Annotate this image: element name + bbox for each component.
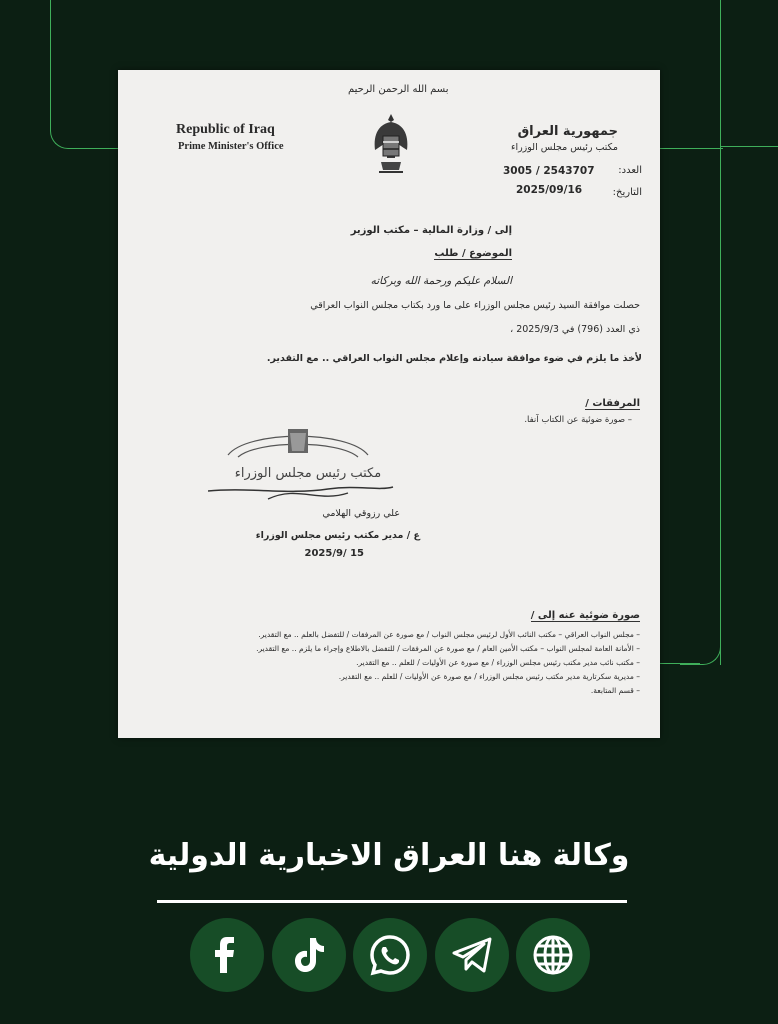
attachments-heading: المرفقات / [585, 398, 640, 409]
cc-item: – مديرية سكرتارية مدير مكتب رئيس مجلس الوزراء / مع صورة عن الأوليات / للعلم .. مع التقدير. [338, 672, 640, 681]
globe-icon [531, 933, 575, 977]
date-label: التاريخ: [612, 187, 642, 198]
header-en-country: Republic of Iraq [176, 122, 275, 137]
body-line: ذي العدد (796) في 2025/9/3 ، [510, 324, 640, 335]
signatory-title: ع / مدير مكتب رئيس مجلس الوزراء [255, 530, 420, 541]
cc-item: – مكتب نائب مدير مكتب رئيس مجلس الوزراء / مع صورة عن الأوليات / للعلم .. مع التقدير. [356, 658, 640, 667]
header-ar-office: مكتب رئيس مجلس الوزراء [510, 142, 618, 153]
stamp-text: مكتب رئيس مجلس الوزراء [234, 466, 382, 481]
greeting: السلام عليكم ورحمة الله وبركاته [370, 275, 512, 287]
cc-heading: صورة ضوئية عنه إلى / [530, 610, 640, 621]
decorative-frame-line [720, 0, 721, 665]
decorative-frame-line [660, 663, 700, 664]
whatsapp-icon [368, 933, 412, 977]
letter-document [118, 70, 660, 738]
agency-name: وكالة هنا العراق الاخبارية الدولية [148, 838, 630, 873]
website-button[interactable] [516, 918, 590, 992]
body-line: حصلت موافقة السيد رئيس مجلس الوزراء على ما ورد بكتاب مجلس النواب العراقي [310, 300, 640, 311]
signatory-name: علي رزوقي الهلامي [322, 508, 400, 519]
cc-item: – الأمانة العامة لمجلس النواب – مكتب الأمين العام / مع صورة عن المرفقات / للتفضل بالاطلاع وإجراء ما يلزم .. مع التقدير. [256, 644, 640, 653]
cc-item: – مجلس النواب العراقي – مكتب النائب الأول لرئيس مجلس النواب / مع صورة عن المرفقات / للتفضل بالعلم .. مع التقدير. [258, 630, 640, 639]
body-line: لأخذ ما يلزم في ضوء موافقة سيادته وإعلام مجلس النواب العراقي .. مع التقدير. [266, 353, 642, 364]
recipient: إلى / وزارة المالية – مكتب الوزير [350, 225, 512, 236]
basmala: بسم الله الرحمن الرحيم [348, 84, 449, 95]
social-links [190, 918, 590, 992]
eagle-emblem-icon [371, 110, 411, 182]
sign-date: 2025/9/ 15 [304, 548, 364, 559]
facebook-button[interactable] [190, 918, 264, 992]
decorative-frame-line [680, 620, 721, 665]
telegram-icon [451, 936, 493, 974]
tiktok-button[interactable] [272, 918, 346, 992]
date-value: 2025/09/16 [516, 184, 583, 196]
telegram-button[interactable] [435, 918, 509, 992]
header-en-office: Prime Minister's Office [178, 141, 284, 152]
cc-item: – قسم المتابعة. [590, 686, 640, 695]
number-label: العدد: [618, 165, 642, 176]
number-value: 3005 / 2543707 [503, 165, 595, 177]
tiktok-icon [292, 936, 326, 974]
official-stamp-signature-icon [208, 425, 398, 505]
attachment-item: – صورة ضوئية عن الكتاب آنفا. [524, 415, 632, 425]
decorative-frame-line [720, 146, 778, 147]
subject: الموضوع / طلب [434, 248, 512, 259]
whatsapp-button[interactable] [353, 918, 427, 992]
facebook-icon [210, 935, 244, 975]
header-ar-country: جمهورية العراق [517, 124, 618, 139]
divider [157, 900, 627, 903]
